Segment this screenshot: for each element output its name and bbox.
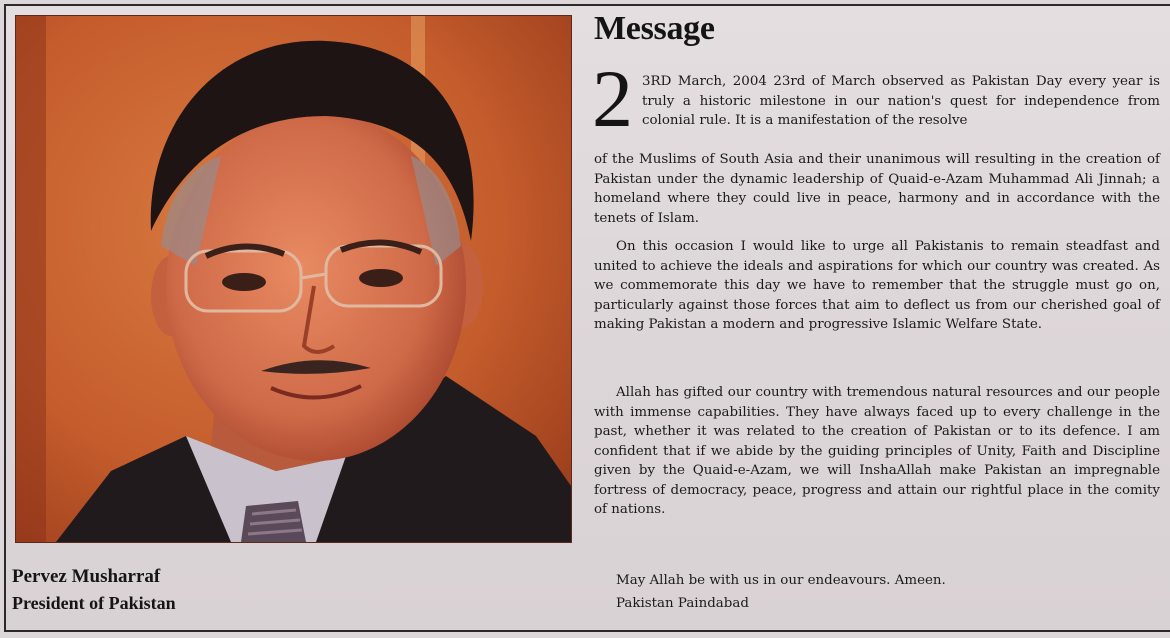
article-lead: 3RD March, 2004 23rd of March observed as Pakistan Day every year is truly a historic milestone in our nation's quest for independence from colonial rule. It is a manifestation of the resolve — [642, 74, 1160, 128]
article-closing-prayer: May Allah be with us in our endeavours. Ameen. — [616, 573, 946, 588]
photo-caption-title: President of Pakistan — [12, 593, 176, 613]
portrait-photo — [15, 15, 572, 543]
article-closing-slogan: Pakistan Paindabad — [616, 596, 749, 611]
article-paragraph-3: Allah has gifted our country with tremendous natural resources and our people with immense capabilities. They have always faced up to every challenge in the past, whether it was related to the creation of Pakistan or to its defence. I am confident that if we abide by the guiding principles of Unity, Faith and Discipline given by the Quaid-e-Azam, we will InshaAllah make Pakistan an impregnable fortress of democracy, peace, progress and attain our rightful place in the comity of nations. — [594, 385, 1160, 517]
article-paragraph-1: of the Muslims of South Asia and their unanimous will resulting in the creation of Pakistan under the dynamic leadership of Quaid-e-Azam Muhammad Ali Jinnah; a homeland where they could live in peace, harmony and in accordance with the tenets of Islam. — [594, 152, 1160, 226]
article-paragraph-2: On this occasion I would like to urge all Pakistanis to remain steadfast and united to achieve the ideals and aspirations for which our country was created. As we commemorate this day we have to remember that the struggle must go on, particularly against those forces that aim to deflect us from our cherished goal of making Pakistan a modern and progressive Islamic Welfare State. — [594, 239, 1160, 332]
drop-cap: 2 — [592, 53, 633, 144]
photo-caption-name: Pervez Musharraf — [12, 566, 161, 587]
article-heading: Message — [594, 10, 715, 47]
